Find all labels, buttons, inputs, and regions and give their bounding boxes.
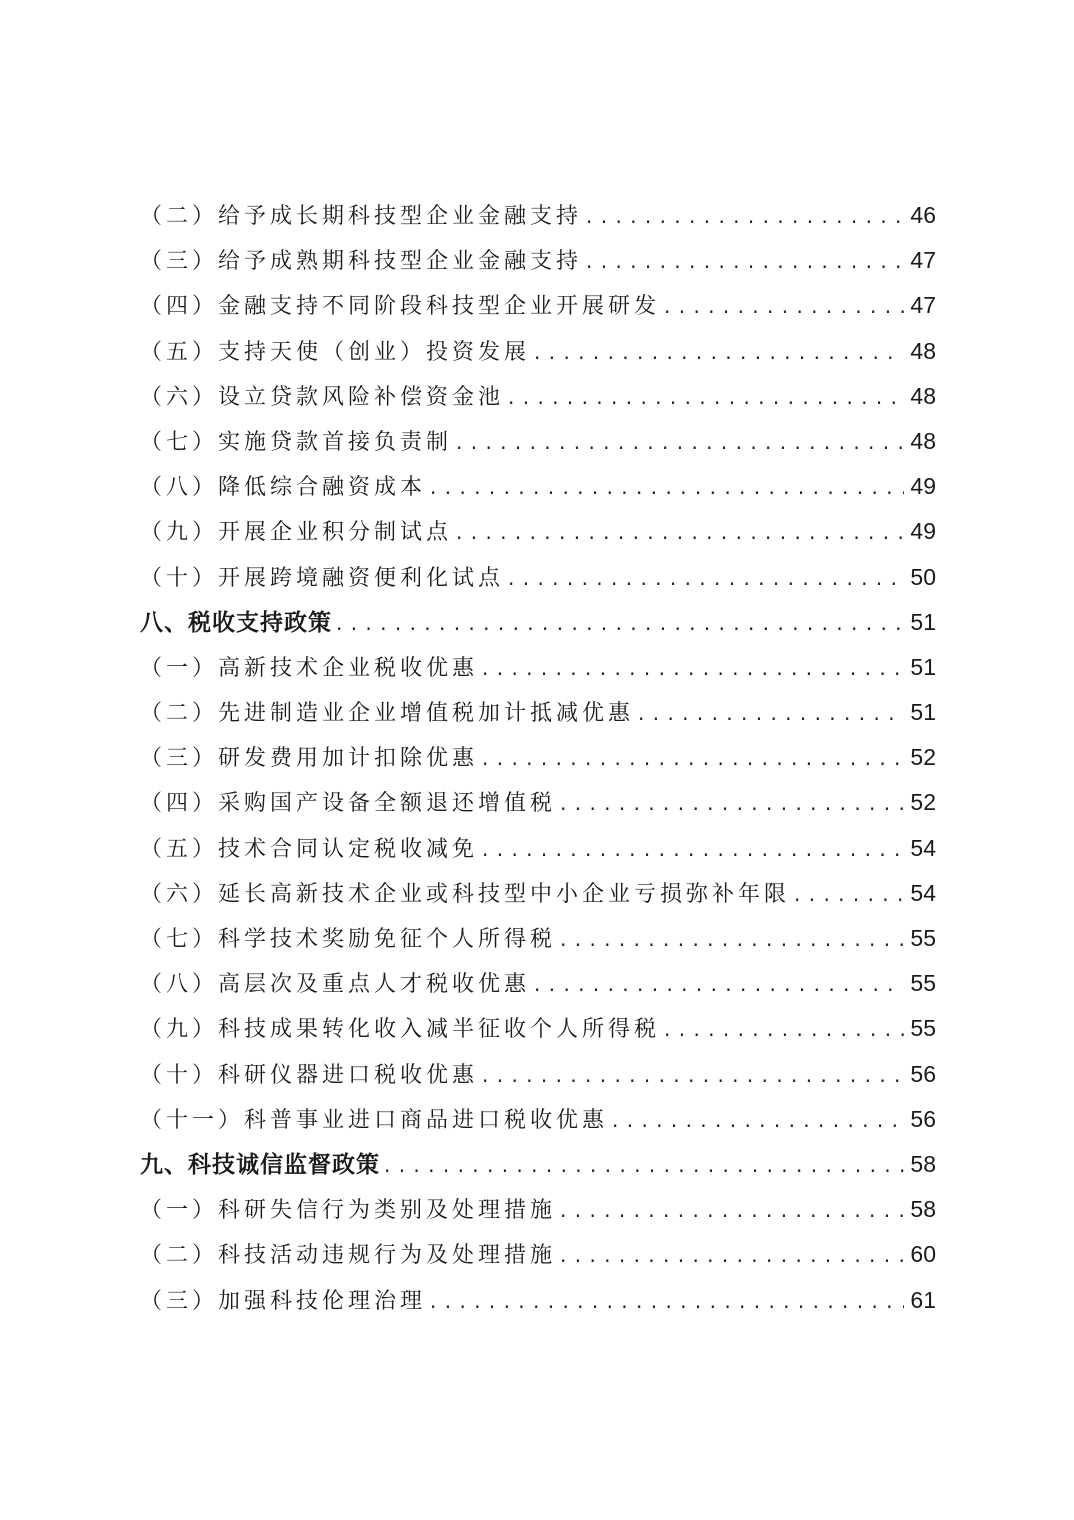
toc-subsection-entry[interactable] (140, 645, 936, 690)
toc-entry-title: （六）设立贷款风险补偿资金池 (140, 384, 505, 410)
toc-entry-title: （九）开展企业积分制试点 (140, 520, 453, 546)
toc-entry-title: 九、科技诚信监督政策 (140, 1151, 380, 1178)
toc-section-entry[interactable] (140, 1142, 936, 1187)
toc-subsection-entry[interactable] (140, 735, 936, 780)
toc-page-number: 56 (910, 1060, 936, 1087)
toc-page-number: 54 (910, 834, 936, 861)
toc-subsection-entry[interactable] (140, 238, 936, 283)
toc-entry-title: （二）先进制造业企业增值税加计抵减优惠 (140, 701, 635, 727)
toc-subsection-entry[interactable] (140, 916, 936, 961)
toc-page-number: 52 (910, 744, 936, 771)
toc-page-number: 50 (910, 563, 936, 590)
toc-subsection-entry[interactable] (140, 690, 936, 735)
toc-subsection-entry[interactable] (140, 374, 936, 419)
toc-dot-leader (482, 736, 904, 781)
toc-entry-title: （八）高层次及重点人才税收优惠 (140, 972, 531, 998)
toc-subsection-entry[interactable] (140, 1278, 936, 1323)
toc-entry-title: （三）加强科技伦理治理 (140, 1288, 427, 1314)
toc-dot-leader (384, 1143, 904, 1188)
toc-dot-leader (336, 601, 904, 646)
toc-subsection-entry[interactable] (140, 780, 936, 825)
table-of-contents (140, 193, 936, 1323)
toc-entry-title: （十一）科普事业进口商品进口税收优惠 (140, 1107, 609, 1133)
toc-dot-leader (664, 284, 904, 329)
toc-entry-title: （七）科学技术奖励免征个人所得税 (140, 927, 557, 952)
toc-entry-title: 八、税收支持政策 (140, 609, 332, 636)
toc-dot-leader (560, 1188, 904, 1233)
toc-subsection-entry[interactable] (140, 555, 936, 600)
toc-dot-leader (560, 1233, 904, 1278)
toc-page-number: 49 (910, 518, 936, 545)
toc-page-number: 52 (910, 789, 936, 816)
toc-subsection-entry[interactable] (140, 961, 936, 1006)
toc-dot-leader (560, 781, 904, 826)
toc-page-number: 54 (910, 879, 936, 906)
toc-dot-leader (456, 420, 904, 465)
toc-entry-title: （三）给予成熟期科技型企业金融支持 (140, 249, 583, 275)
toc-dot-leader (482, 827, 904, 872)
toc-dot-leader (508, 556, 904, 601)
toc-entry-title: （二）给予成长期科技型企业金融支持 (140, 204, 583, 229)
toc-subsection-entry[interactable] (140, 509, 936, 554)
toc-entry-title: （十）开展跨境融资便利化试点 (140, 565, 505, 591)
toc-entry-title: （五）技术合同认定税收减免 (140, 836, 479, 862)
toc-dot-leader (430, 1279, 904, 1324)
toc-page-number: 48 (910, 382, 936, 409)
toc-page-number: 48 (910, 427, 936, 454)
toc-page-number: 58 (910, 1196, 936, 1223)
toc-page-number: 55 (910, 925, 936, 951)
toc-subsection-entry[interactable] (140, 1232, 936, 1277)
toc-dot-leader (482, 646, 904, 691)
toc-subsection-entry[interactable] (140, 1097, 936, 1142)
toc-subsection-entry[interactable] (140, 329, 936, 374)
toc-entry-title: （六）延长高新技术企业或科技型中小企业亏损弥补年限 (140, 881, 791, 907)
toc-dot-leader (534, 962, 904, 1007)
toc-page-number: 51 (910, 699, 936, 726)
toc-dot-leader (430, 465, 904, 510)
toc-subsection-entry[interactable] (140, 826, 936, 871)
toc-entry-title: （七）实施贷款首接负责制 (140, 429, 453, 455)
toc-subsection-entry[interactable] (140, 464, 936, 509)
toc-dot-leader (794, 872, 904, 917)
toc-subsection-entry[interactable] (140, 419, 936, 464)
toc-entry-title: （一）高新技术企业税收优惠 (140, 655, 479, 681)
toc-subsection-entry[interactable] (140, 1006, 936, 1051)
toc-page-number: 56 (910, 1105, 936, 1132)
toc-page-number: 51 (910, 653, 936, 680)
toc-entry-title: （九）科技成果转化收入减半征收个人所得税 (140, 1017, 661, 1043)
toc-dot-leader (560, 917, 904, 962)
toc-page-number: 51 (910, 608, 936, 635)
toc-page-number: 46 (910, 202, 936, 228)
toc-subsection-entry[interactable] (140, 1187, 936, 1232)
toc-entry-title: （三）研发费用加计扣除优惠 (140, 746, 479, 772)
toc-entry-title: （四）采购国产设备全额退还增值税 (140, 791, 557, 817)
toc-dot-leader (482, 1053, 904, 1098)
toc-page-number: 61 (910, 1286, 936, 1313)
toc-dot-leader (612, 1098, 904, 1143)
toc-entry-title: （五）支持天使（创业）投资发展 (140, 339, 531, 365)
toc-page-number: 49 (910, 473, 936, 500)
toc-subsection-entry[interactable] (140, 193, 936, 238)
toc-entry-title: （一）科研失信行为类别及处理措施 (140, 1198, 557, 1224)
toc-dot-leader (456, 510, 904, 555)
toc-page-number: 60 (910, 1241, 936, 1268)
toc-page-number: 55 (910, 1015, 936, 1042)
toc-page-number: 58 (910, 1150, 936, 1177)
toc-subsection-entry[interactable] (140, 283, 936, 328)
toc-dot-leader (586, 194, 904, 239)
toc-dot-leader (508, 375, 904, 420)
toc-subsection-entry[interactable] (140, 1052, 936, 1097)
toc-dot-leader (664, 1007, 904, 1052)
toc-page-number: 48 (910, 337, 936, 364)
toc-page-number: 47 (910, 247, 936, 274)
toc-entry-title: （十）科研仪器进口税收优惠 (140, 1062, 479, 1088)
toc-subsection-entry[interactable] (140, 871, 936, 916)
toc-entry-title: （八）降低综合融资成本 (140, 475, 427, 501)
toc-entry-title: （二）科技活动违规行为及处理措施 (140, 1243, 557, 1269)
toc-dot-leader (586, 239, 904, 284)
toc-page-number: 55 (910, 970, 936, 997)
toc-dot-leader (534, 330, 904, 375)
toc-entry-title: （四）金融支持不同阶段科技型企业开展研发 (140, 294, 661, 320)
toc-section-entry[interactable] (140, 600, 936, 645)
toc-dot-leader (638, 691, 904, 736)
toc-page-number: 47 (910, 292, 936, 319)
